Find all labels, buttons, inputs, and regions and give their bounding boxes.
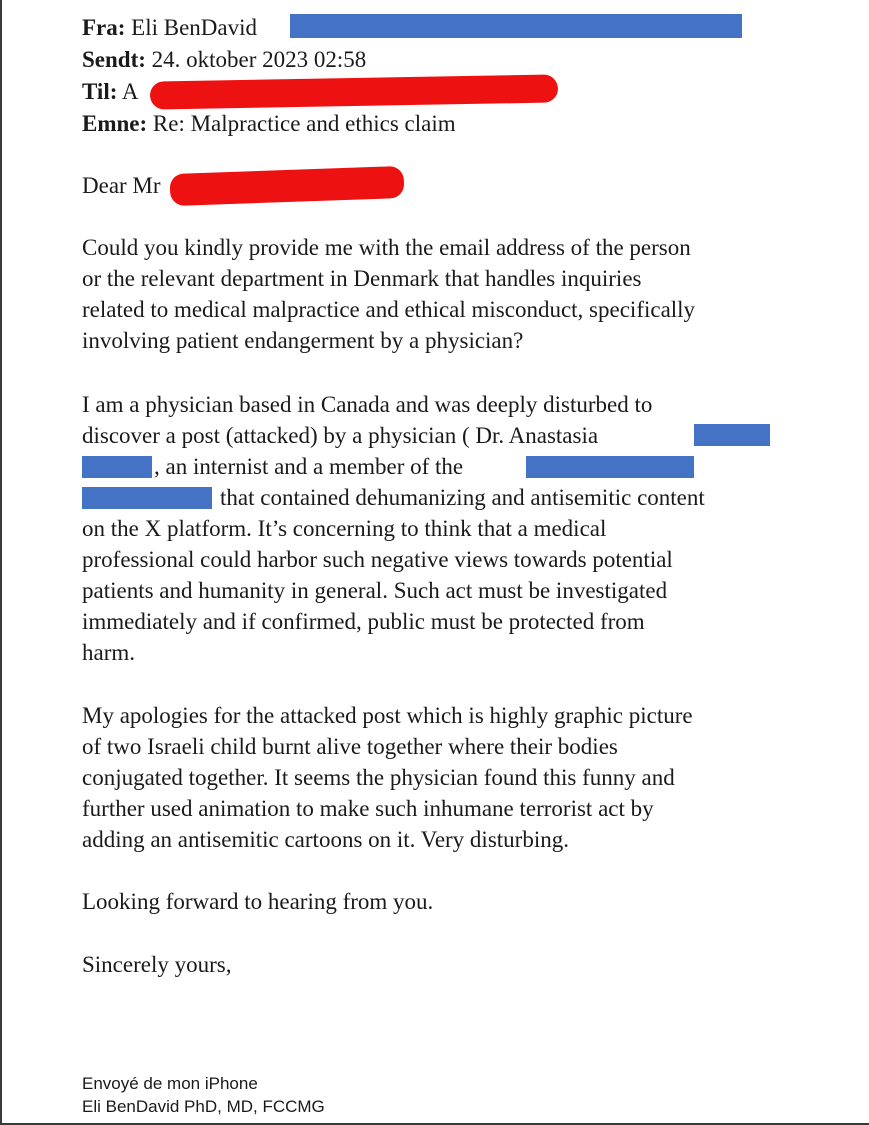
from-label: Fra: [82, 15, 126, 40]
subject-value: Re: Malpractice and ethics claim [152, 111, 456, 136]
sent-line [82, 44, 366, 75]
paragraph-2-line: discover a post (attacked) by a physician ( Dr. Anastasia [82, 423, 599, 448]
paragraph-4: Looking forward to hearing from you. [82, 889, 434, 914]
subject-line [82, 108, 456, 139]
signature-name: Eli BenDavid PhD, MD, FCCMG [82, 1097, 325, 1116]
paragraph-2-line: I am a physician based in Canada and was deeply disturbed to [82, 392, 653, 417]
paragraph-2-line: harm. [82, 640, 136, 665]
redaction-organization [526, 456, 694, 478]
to-value: A [121, 79, 139, 104]
paragraph-2-line: that contained dehumanizing and antisemitic content [220, 485, 705, 510]
sent-label: Sendt: [82, 47, 146, 72]
sent-from-line: Envoyé de mon iPhone [82, 1074, 258, 1093]
from-value: Eli BenDavid [131, 15, 258, 40]
paragraph-1-line: involving patient endangerment by a physician? [82, 328, 524, 353]
sent-value: 24. oktober 2023 02:58 [151, 47, 367, 72]
greeting: Dear Mr [82, 173, 161, 198]
redaction-organization-cont [82, 487, 212, 509]
paragraph-3-line: My apologies for the attacked post which is highly graphic picture [82, 703, 693, 728]
redaction-to-address [150, 74, 558, 109]
paragraph-1-line: Could you kindly provide me with the email address of the person [82, 235, 691, 260]
redaction-physician-surname-cont [82, 456, 152, 478]
redaction-physician-surname [694, 424, 770, 446]
paragraph-2-line: immediately and if confirmed, public must be protected from [82, 609, 645, 634]
paragraph-3-line: of two Israeli child burnt alive together where their bodies [82, 734, 618, 759]
subject-label: Emne: [82, 111, 148, 136]
paragraph-1-line: related to medical malpractice and ethical misconduct, specifically [82, 297, 696, 322]
redaction-recipient-name [170, 166, 405, 206]
paragraph-3-line: adding an antisemitic cartoons on it. Very disturbing. [82, 827, 569, 852]
paragraph-1-line: or the relevant department in Denmark that handles inquiries [82, 266, 642, 291]
closing: Sincerely yours, [82, 952, 232, 977]
to-line [82, 76, 138, 107]
paragraph-3-line: further used animation to make such inhumane terrorist act by [82, 796, 654, 821]
paragraph-2-line: professional could harbor such negative views towards potential [82, 547, 673, 572]
paragraph-3-line: conjugated together. It seems the physician found this funny and [82, 765, 675, 790]
from-line [82, 12, 257, 43]
paragraph-2-line: , an internist and a member of the [154, 454, 464, 479]
paragraph-2-line: patients and humanity in general. Such act must be investigated [82, 578, 668, 603]
paragraph-2-line: on the X platform. It’s concerning to think that a medical [82, 516, 607, 541]
to-label: Til: [82, 79, 118, 104]
redaction-from-email [290, 14, 742, 38]
